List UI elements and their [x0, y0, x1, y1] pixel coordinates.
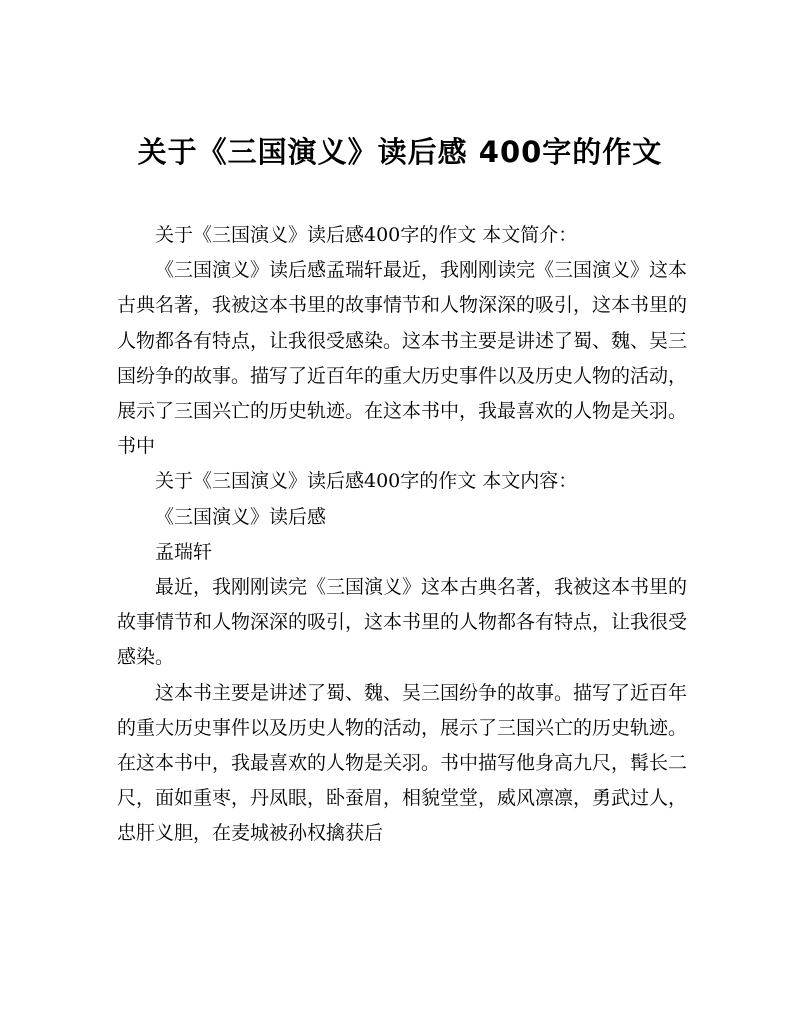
summary-paragraph: 《三国演义》读后感孟瑞轩最近，我刚刚读完《三国演义》这本古典名著，我被这本书里的故事情节和人物深深的吸引，这本书里的人物都各有特点，让我很受感染。这本书主要是讲述了蜀、魏、吴三国纷争的故事。描写了近百年的重大历史事件以及历史人物的活动，展示了三国兴亡的历史轨迹。在这本书中，我最喜欢的人物是关羽。书中 — [117, 259, 688, 458]
document-body — [117, 218, 687, 852]
essay-title: 《三国演义》读后感 — [155, 505, 327, 528]
content-heading: 关于《三国演义》读后感400字的作文 本文内容： — [155, 470, 578, 493]
intro-summary-heading: 关于《三国演义》读后感400字的作文 本文简介： — [155, 224, 578, 246]
author-name: 孟瑞轩 — [155, 540, 213, 563]
essay-paragraph: 最近，我刚刚读完《三国演义》这本古典名著，我被这本书里的故事情节和人物深深的吸引，这本书里的人物都各有特点，让我很受感染。 — [117, 576, 688, 669]
document-title: 关于《三国演义》读后感 400字的作文 — [137, 135, 663, 169]
essay-paragraph: 这本书主要是讲述了蜀、魏、吴三国纷争的故事。描写了近百年的重大历史事件以及历史人物的活动，展示了三国兴亡的历史轨迹。在这本书中，我最喜欢的人物是关羽。书中描写他身高九尺，髯长二尺，面如重枣，丹凤眼，卧蚕眉，相貌堂堂，威风凛凛，勇武过人，忠肝义胆，在麦城被孙权擒获后 — [117, 681, 688, 845]
